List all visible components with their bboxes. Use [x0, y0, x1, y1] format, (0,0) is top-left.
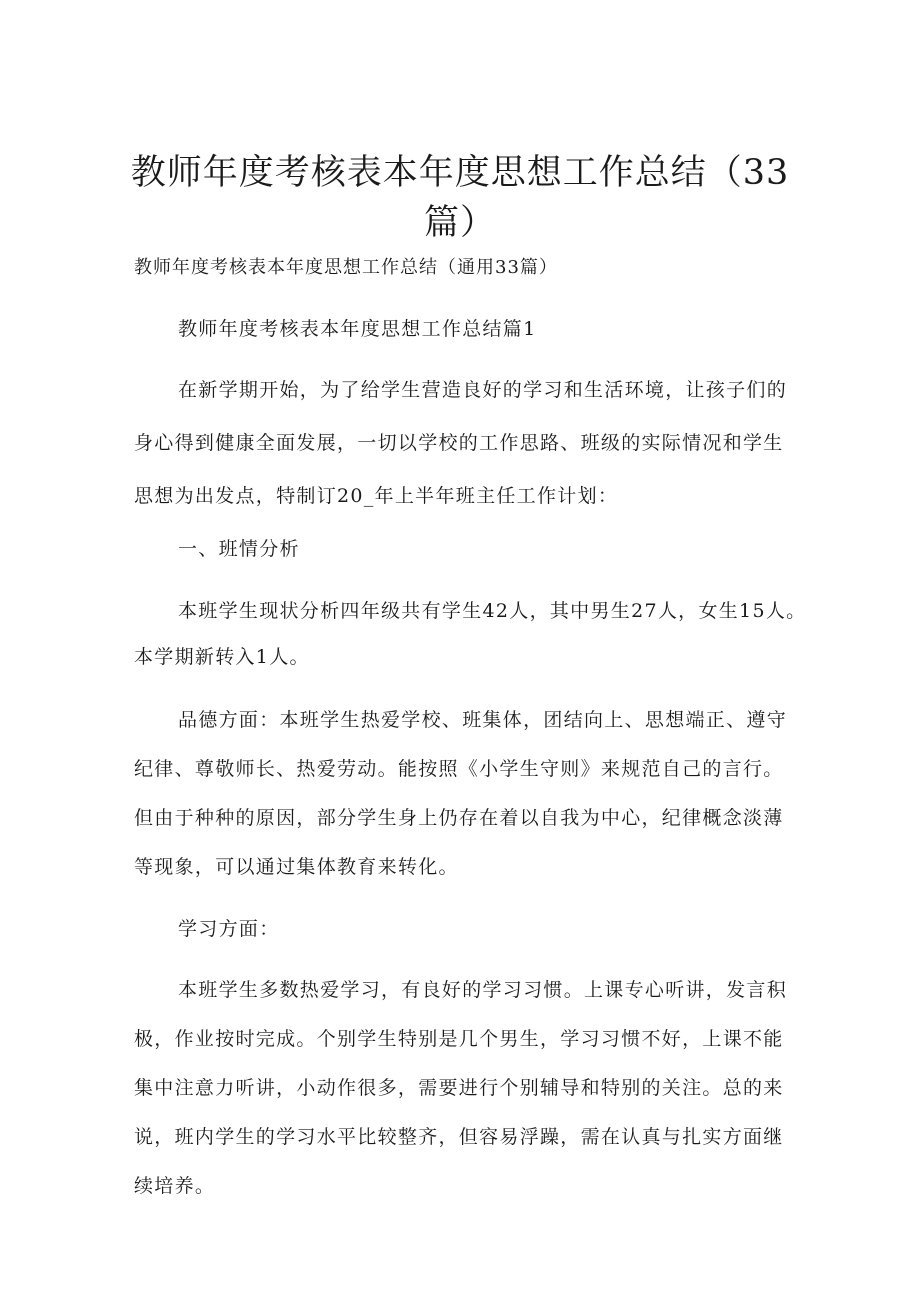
paragraph-line: 思想为出发点，特制订20_年上半年班主任工作计划：	[134, 485, 619, 507]
title-line-2: 篇）	[423, 203, 496, 243]
class-analysis-heading: 一、班情分析	[178, 538, 300, 560]
study-heading: 学习方面：	[178, 918, 280, 940]
document-subtitle: 教师年度考核表本年度思想工作总结（通用33篇）	[134, 257, 558, 278]
section-heading: 教师年度考核表本年度思想工作总结篇1	[178, 318, 537, 340]
paragraph-line: 品德方面：本班学生热爱学校、班集体，团结向上、思想端正、遵守	[178, 709, 788, 731]
paragraph-line: 等现象，可以通过集体教育来转化。	[134, 856, 459, 878]
paragraph-line: 纪律、尊敬师长、热爱劳动。能按照《小学生守则》来规范自己的言行。	[134, 758, 784, 780]
document-title	[130, 148, 790, 248]
paragraph-line: 本学期新转入1人。	[134, 646, 310, 668]
paragraph-line: 在新学期开始，为了给学生营造良好的学习和生活环境，让孩子们的	[178, 379, 788, 401]
paragraph-line: 集中注意力听讲，小动作很多，需要进行个别辅导和特别的关注。总的来	[134, 1077, 784, 1099]
paragraph-line: 极，作业按时完成。个别学生特别是几个男生，学习习惯不好，上课不能	[134, 1028, 784, 1050]
paragraph-line: 本班学生现状分析四年级共有学生42人，其中男生27人，女生15人。	[178, 600, 807, 622]
title-line-1: 教师年度考核表本年度思想工作总结（33	[130, 153, 790, 193]
paragraph-line: 续培养。	[134, 1175, 216, 1197]
paragraph-line: 本班学生多数热爱学习，有良好的学习习惯。上课专心听讲，发言积	[178, 979, 788, 1001]
paragraph-line: 说，班内学生的学习水平比较整齐，但容易浮躁，需在认真与扎实方面继	[134, 1126, 784, 1148]
paragraph-line: 身心得到健康全面发展，一切以学校的工作思路、班级的实际情况和学生	[134, 432, 784, 454]
paragraph-line: 但由于种种的原因，部分学生身上仍存在着以自我为中心，纪律概念淡薄	[134, 807, 784, 829]
